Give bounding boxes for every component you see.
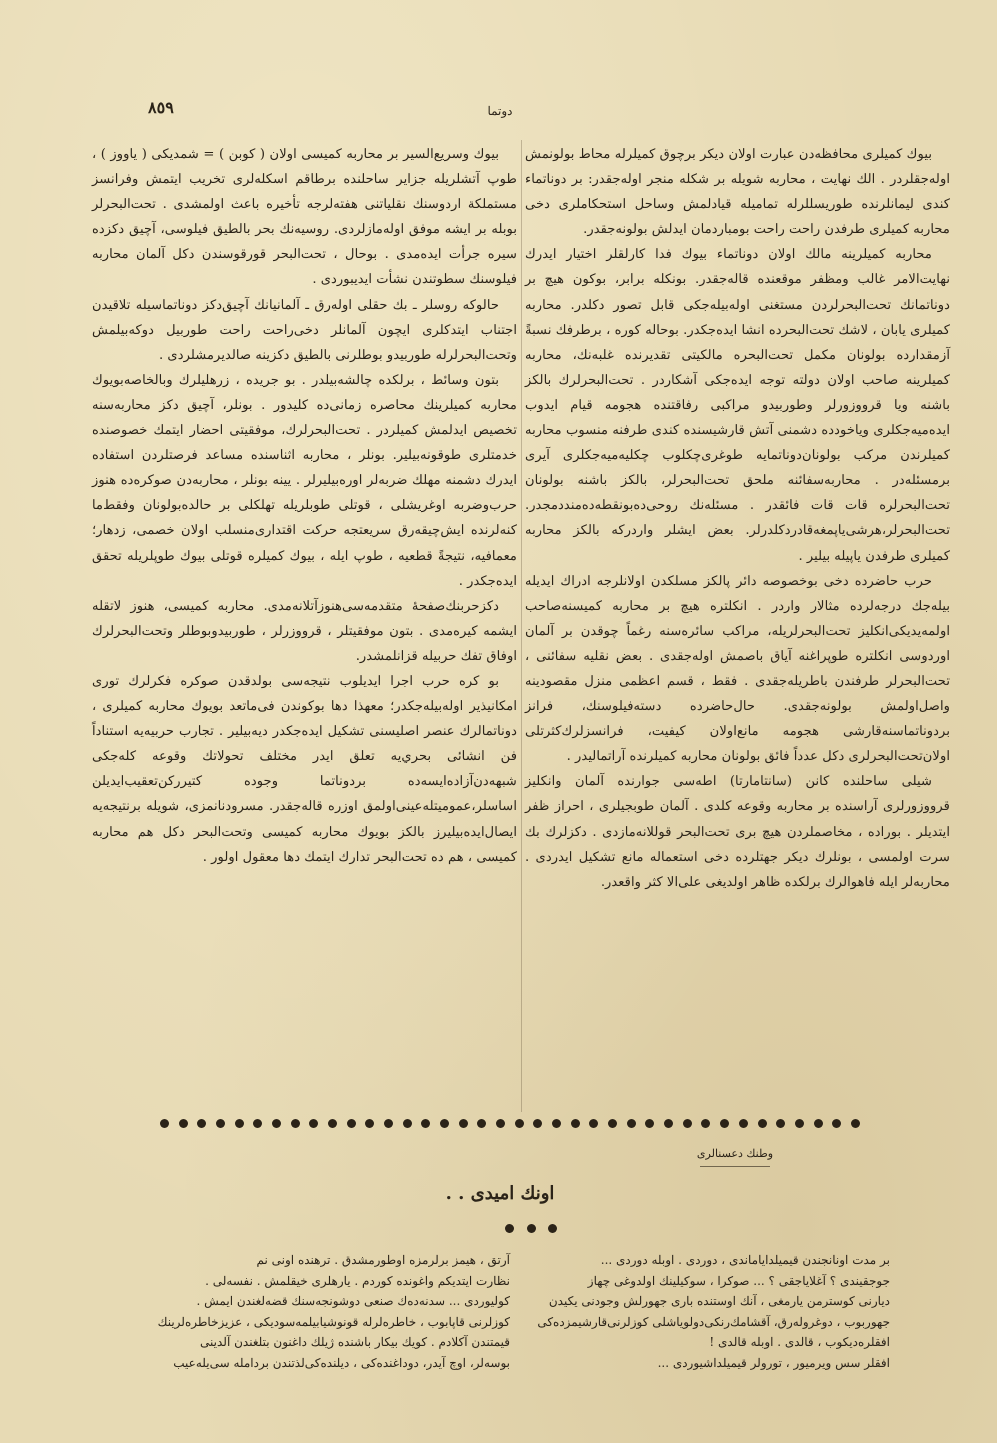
separator-dot (739, 1119, 748, 1128)
separator-dot (683, 1119, 692, 1128)
separator-dot (235, 1119, 244, 1128)
separator-dot (795, 1119, 804, 1128)
poem-left-line: كوزلرنى قاپابوب ، خاطره‌لرله قونوشيابيلمه‌سوديكى ، عزيزخاطره‌لرينك (157, 1314, 510, 1329)
column-divider (521, 140, 522, 1112)
separator-dot (459, 1119, 468, 1128)
separator-dot (851, 1119, 860, 1128)
separator-dot (421, 1119, 430, 1128)
separator-dot (291, 1119, 300, 1128)
ornament-dot (548, 1224, 557, 1233)
separator-dot (197, 1119, 206, 1128)
separator-dot (645, 1119, 654, 1128)
separator-dot (701, 1119, 710, 1128)
separator-dot (814, 1119, 823, 1128)
ornament-dot (527, 1224, 536, 1233)
separator-dot (664, 1119, 673, 1128)
poem-right-line: ديارنى كوسترمن يارمغى ، آنك اوستنده‌ بارى جهورلش وجودنى‌ يكيدن (548, 1294, 890, 1309)
right-paragraph-2: محاربه كميلرينه مالك اولان دوناتماء بيوك فدا كارلقلر اختيار ايدرك نهايت‌الامر غالب ومظفر موقعنده قاله‌جقدر. بونكله برابر، بوكون هيچ بر دوناتمانك تحت‌البحرلردن مستغنى اوله‌بيله‌جكى قابل تصور دكلدر. محاربه كميلرى يابان ، لاشك تحت‌البحرده انشا ايده‌جكدر. بوحاله كوره ، برطرفك نسبةً آزمقدارده بولونان مكمل تحت‌البحره مالكيتى تقديرنده غلبه‌نك، محاربه كميلرينه صاحب اولان دولته توجه ايده‌جكى آشكاردر . تحت‌البحرلرك بالكز باشنه ويا قرووزورلر وطوربيدو مراكبى رفاقتنده هجومه قيام ايدوب ايده‌ميه‌جكلرى وياخودده دشمنى آتش قارشيسنده كندى طرفنه منسوب محاربه كميلرندن مركب بولونان‌دوناتمايه طوغرى‌چكلوب چكليه‌ميه‌جكلرى آيرى برمسئله‌در . محاربه‌سفائنه ملحق تحت‌البحرلر، بالكز باشنه بولونان تحت‌البحرلره قات قات فائقدر . مسئله‌نك روحى‌ده‌بونقطه‌ده‌منددمجدر. تحت‌البحرلر،هرشى‌ياپمغه‌قادردكلدرلر. بعض ايشلر واردركه بالكز محاربه كميلرى طرفدن ياپيله بيلير . (525, 247, 950, 564)
separator-dot (533, 1119, 542, 1128)
separator-dot (272, 1119, 281, 1128)
poem-left-line: قيمتندن آكلادم . كويك بيكار باشنده ژيلك داغنون بتلغندن آلدينى (200, 1335, 510, 1350)
separator-dot (216, 1119, 225, 1128)
separator-dot (608, 1119, 617, 1128)
left-paragraph-1: بيوك وسريع‌السير بر محاربه كميسى اولان ( كوبن ) = شمديكى ( ياووز ) ، طوپ آتشلريله جزاير ساحلنده برطاقم اسكله‌لرى تخريب ايتمش وفرانسز مستملكة اردوسنك نقلياتنى هفته‌لرجه تأخيره باعث اولمشدى . تحت‌البحرلر بوبله بر ايشه موفق اوله‌مازلردى. روسيه‌نك بحر بالطيق فيلوسى، آچيق دكزده سيره جرأت ايده‌مدى . بوحال ، تحت‌البحر قورقوسندن دكل آلمان محاربه فيلوسنك سطوتندن نشأت ايديبوردى . (92, 147, 517, 288)
left-paragraph-3: بتون وسائط ، برلكده چالشه‌بيلدر . بو جريده ، زرهليلرك وبالخاصه‌بويوك محاربه كميلرينك محاصره زمانى‌ده كليدور . بونلر، آچيق دكز محاربه‌سنه تخصيص ايدلمش كميلردر . تحت‌البحرلرك، موفقيتى احضار ايتمك خصوصنده خدمتلرى طوقونه‌بيلير. بونلر ، محاربه اثناسنده مساعد فرصتلردن استفاده ايدرك دشمنه مهلك ضربه‌لر اوره‌بيليرلر . يينه بونلر ، محاربه‌دن صوكره‌ده هنوز حرب‌وضربه اوغريشلى ، قوتلى طوبلريله تهلكلى بر حالده‌بولونان وفقط‌ما كنه‌لرنده ايش‌چيقه‌رق سريعتجه حركت اقتدارى‌منسلب اولان خصمى، زدهار؛ معمافيه، نتيجةً قطعيه ، طوپ ايله ، بيوك كميلره قوتلى بيوك طوپلريله تحقق ايده‌جكدر . (92, 372, 517, 589)
running-head: دوتما (487, 104, 513, 118)
poem-left-column (115, 1250, 510, 1374)
article-right-column (525, 142, 950, 1112)
separator-dot (477, 1119, 486, 1128)
separator-dot (440, 1119, 449, 1128)
right-paragraph-3: حرب حاضرده دخى بوخصوصه دائر پالكز مسلكدن اولانلرجه ادراك ايديله بيله‌جك درجه‌لرده مثالار واردر . انكلتره هيچ بر محاربه كميسنه‌صاحب اولمه‌يديكى‌انكليز تحت‌البحرلريله، مراكب سائره‌سنه رغماً چوقدن بر آلمان اوردوسى انكلتره طوپراغنه آياق باصمش اوله‌جقدى . بعض نقليه سفائنى ، تحت‌البحرلر طرفندن باطريله‌جقدى . فقط ، قسم اعظمى منزل مقصودينه واصل‌اولمش بولونه‌جقدى. حال‌حاضرده‌ دسته‌فيلوسنك، فرانز بردوناتماسنه‌قارشى هجومه مانع‌اولان كيفيت، فرانسزلرك‌كثرتلى اولان‌تحت‌البحرلرى دكل عدداً فائق بولونان محاربه كميلرنده آراتماليدر . (525, 573, 950, 765)
separator-dot (160, 1119, 169, 1128)
separator-dot (179, 1119, 188, 1128)
separator-dot (758, 1119, 767, 1128)
poem-right-line: افقلر سس ويرميور ، تورولر قيميلداشيوردى ... (657, 1355, 890, 1370)
separator-dot (403, 1119, 412, 1128)
separator-dot (571, 1119, 580, 1128)
poem-right-line: جهوربوب ، دوغروله‌رق، آقشامك‌رنكى‌دولوياشلى كوزلرنى‌قارشيمزده‌كى (537, 1314, 890, 1329)
article-left-column (92, 142, 517, 1112)
section-label: وطنك دعسنالرى (696, 1147, 774, 1160)
poem-left-line: بوسه‌لر، اوچ آيدر، دوداغنده‌كى ، ديلنده‌كى‌لذتندن بردامله سى‌يله‌عيب (173, 1355, 510, 1370)
separator-dot (253, 1119, 262, 1128)
separator-dot (627, 1119, 636, 1128)
separator-dot (776, 1119, 785, 1128)
separator-dot (365, 1119, 374, 1128)
left-paragraph-4: دكزحربنك‌صفحهٔ متقدمه‌سى‌هنوزآتلانه‌مدى. محاربه كميسى، هنوز لاتقله ايشمه كيره‌مدى . بتون موفقيتلر ، قرووزرلر ، طوربيدوبوطلر وتحت‌البحرلرك اوفاق تفك حربيله قزانلمشدر. (92, 598, 517, 664)
poem-right-line: افقلره‌دیكوب ، قالدى . اوبله قالدى ! (709, 1335, 890, 1350)
page-number: ٨٥٩ (148, 98, 174, 117)
title-ornament-dots (505, 1224, 557, 1236)
left-paragraph-2: حالوكه روسلر ـ بك حقلى اوله‌رق ـ آلمانيانك آچيق‌دكز دوناتماسيله تلاقيدن اجتناب ايتدكلرى ايچون آلمانلر دخى‌راحت راحت طوربيل دوكه‌بيلمش وتحت‌البحرلرله طوربيدو بوطلرنى بالطيق دكزينه صالديرمشلردى . (92, 297, 517, 363)
separator-dot (515, 1119, 524, 1128)
separator-dot (552, 1119, 561, 1128)
right-paragraph-1: بيوك كميلرى محافظه‌دن عبارت اولان ديكر برچوق كميلرله محاط بولونمش اوله‌جقلردر . الك نهايت ، محاربه شويله بر شكله منجر اوله‌جقدر: بر دوناتماء كندى ليمانلرنده طوريسللرله تماميله قيادلمش وساحل استحكاملرى دخى محاربه كميلرى طرفدن راحت راحت بومباردمان ايدلش بولونه‌جقدر. (525, 147, 950, 238)
poem-right-line: جوجقيندى ؟ آغلاياجقى ؟ ... صوكرا ، سوكيلينك اولدوغى چهاز (587, 1273, 890, 1288)
separator-dot (328, 1119, 337, 1128)
poem-title: اونك اميدى . . (445, 1183, 555, 1204)
poem-left-line: كوليوردى ... سدنه‌ده‌ك صنعى دوشونجه‌سنك قضه‌لغندن ايمش . (196, 1294, 510, 1309)
poem-right-column (525, 1250, 890, 1374)
poem-left-line: آرتق ، هيمز برلرمزه اوطورمشدق . ترهنده اونى نم (256, 1253, 510, 1267)
separator-dot (347, 1119, 356, 1128)
dotted-separator (160, 1114, 860, 1132)
separator-dot (832, 1119, 841, 1128)
separator-dot (309, 1119, 318, 1128)
poem-left-line: نظارت ايتديكم واغونده كوردم . يارهلرى خيقلمش . نفسه‌لى . (205, 1273, 510, 1288)
section-label-underline (700, 1166, 770, 1167)
separator-dot (589, 1119, 598, 1128)
separator-dot (720, 1119, 729, 1128)
ornament-dot (505, 1224, 514, 1233)
poem-right-line: بر مدت اونانجندن قيميلداياماندى ، دوردى . اوبله دوردى ... (600, 1253, 890, 1267)
left-paragraph-5: بو كره حرب اجرا ايديلوب نتيجه‌سى بولدقدن صوكره فكرلرك تورى امكانيذير اوله‌بيله‌جكدر؛ معهذا دها بوكوندن فى‌ماتعد بويوك محاربه كميلرى ، دوناتمالرك عنصر اصليسنى تشكيل ايده‌جكدر ديه‌بيلير . تجارب حربيه‌يه استناداً فن انشائى بحري‌يه تعلق ايدر مختلف تحولاتك وقوعه كله‌جكى شبهه‌دن‌آزاده‌ايسه‌ده بردوناتما وجوده كتيرركن‌تعقيب‌ايديلن اساسلر،عموميتله‌عينى‌اولمق اوزره قاله‌جقدر. مسرودنانمزى، شويله برنتيجه‌يه ايصال‌ايده‌بيليرز بالكز بويوك محاربه كميسى وتحت‌البحر دكل هم محاربه كميسى ، هم ده تحت‌البحر تدارك ايتمك دها معقول اولور . (92, 673, 517, 865)
right-paragraph-4: شيلى ساحلنده كانن (سانتامارتا) اطه‌سى جوارنده آلمان وانكليز قرووزورلرى آراسنده بر محاربه وقوعه كلدى . آلمان طوبجيلرى ، احراز ظفر ايتديلر . بوراده ، مخاصملردن هيچ برى تحت‌البحر قوللانه‌مازدى . دكزلرك بك سرت اولمسى ، بونلرك ديكر جهتلرده دخى استعماله مانع تشكيل ايدردى . محاربه‌لر ايله فاهوالرك برلكده ظاهر اولديغى علی‌الا كثر واقعدر. (525, 774, 950, 890)
separator-dot (496, 1119, 505, 1128)
separator-dot (384, 1119, 393, 1128)
